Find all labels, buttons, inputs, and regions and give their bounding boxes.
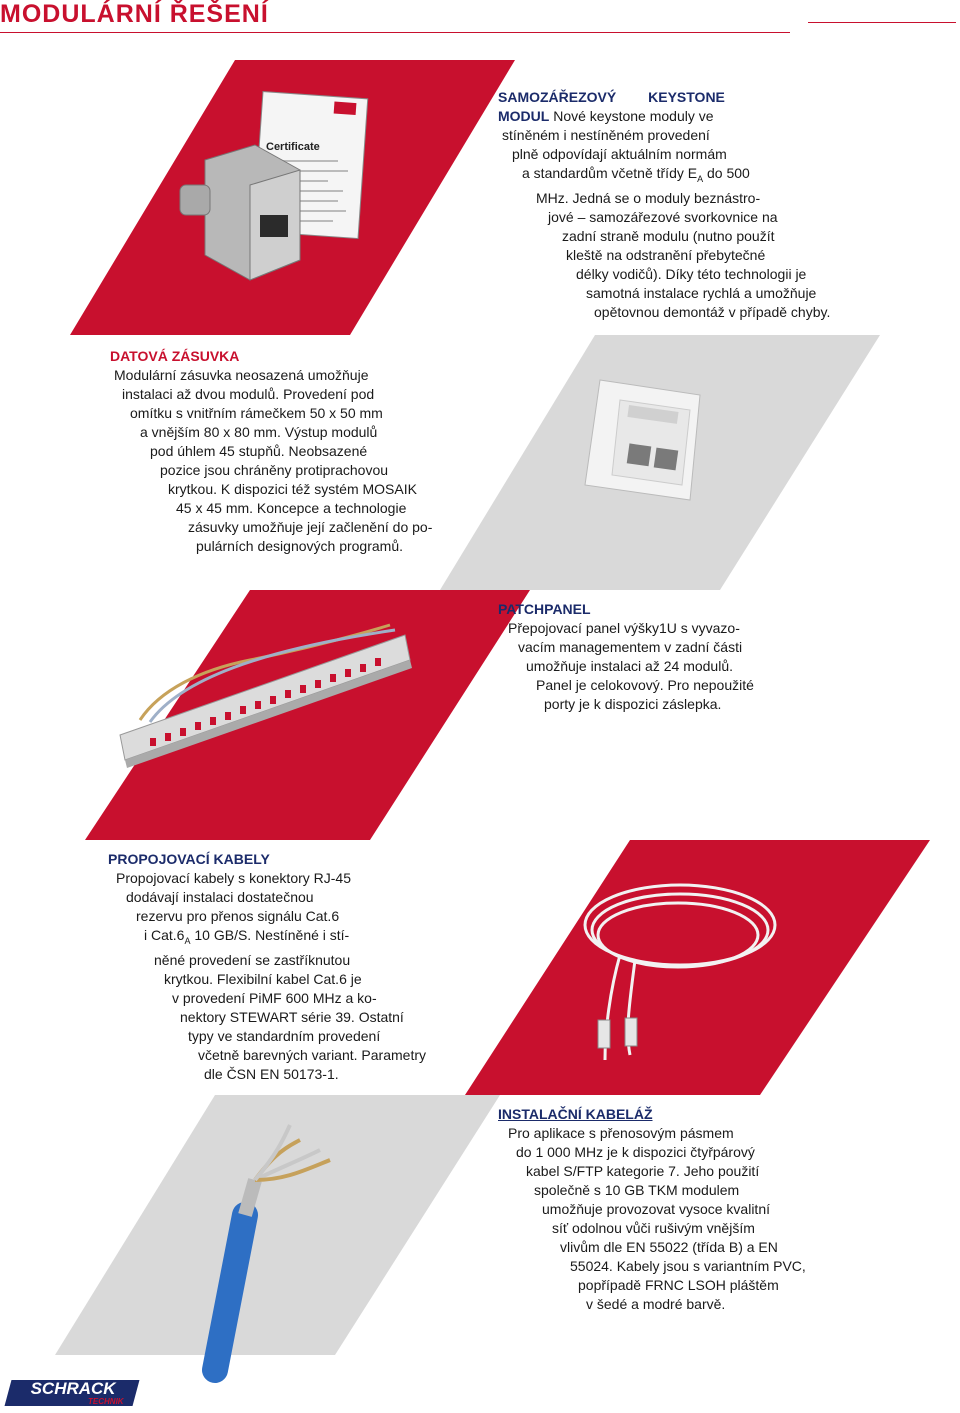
logo-sub-text: TECHNIK bbox=[88, 1397, 124, 1406]
kabelaz-line: společně s 10 GB TKM modulem bbox=[534, 1182, 740, 1198]
kabely-sub: A bbox=[184, 935, 191, 946]
red-diamond-middle bbox=[85, 590, 530, 840]
patchpanel-title: PATCHPANEL bbox=[498, 601, 591, 617]
kabely-line: rezervu pro přenos signálu Cat.6 bbox=[136, 908, 340, 924]
kabelaz-line: síť odolnou vůči rušivým vnějším bbox=[552, 1220, 755, 1236]
kabelaz-title: INSTALAČNÍ KABELÁŽ bbox=[498, 1106, 653, 1122]
keystone-title-c: MODUL bbox=[498, 108, 550, 124]
keystone-line: do 500 bbox=[707, 165, 750, 181]
gray-diamond-bottom bbox=[55, 1095, 500, 1355]
outlet-image bbox=[585, 380, 700, 500]
kabely-line: Propojovací kabely s konektory RJ-45 bbox=[116, 870, 351, 886]
kabely-line: něné provedení se zastříknutou bbox=[154, 951, 351, 968]
kabely-line: 10 GB/S. Nestíněné i stí- bbox=[194, 927, 350, 943]
kabely-line: krytkou. Flexibilní kabel Cat.6 je bbox=[164, 970, 362, 987]
kabely-line: i Cat.6 bbox=[144, 927, 185, 943]
connector-left bbox=[598, 1020, 610, 1048]
keystone-line: MHz. Jedná se o moduly beznástro- bbox=[536, 189, 761, 206]
keystone-line: jové – samozářezové svorkovnice na bbox=[548, 208, 778, 225]
patchpanel-line: umožňuje instalaci až 24 modulů. bbox=[526, 658, 734, 674]
patchpanel-line: Panel je celokovový. Pro nepoužité bbox=[536, 677, 754, 693]
kabely-line: nektory STEWART série 39. Ostatní bbox=[180, 1008, 404, 1025]
patchpanel-line: porty je k dispozici záslepka. bbox=[544, 696, 722, 712]
datova-line: a vnějším 80 x 80 mm. Výstup modulů bbox=[140, 424, 378, 440]
keystone-line: plně odpovídají aktuálním normám bbox=[512, 146, 727, 162]
kabelaz-line: vlivům dle EN 55022 (třída B) a EN bbox=[560, 1239, 778, 1255]
kabely-title: PROPOJOVACÍ KABELY bbox=[108, 851, 270, 867]
kabelaz-line: v šedé a modré barvě. bbox=[586, 1296, 726, 1312]
keystone-title-b: KEYSTONE bbox=[648, 89, 725, 105]
keystone-line: stíněném i nestíněném provedení bbox=[502, 127, 710, 143]
keystone-line: kleště na odstranění přebytečné bbox=[566, 246, 766, 263]
keystone-line: délky vodičů). Díky této technologii je bbox=[576, 265, 807, 282]
datova-line: pod úhlem 45 stupňů. Neobsazené bbox=[150, 443, 368, 459]
datova-line: Modulární zásuvka neosazená umožňuje bbox=[114, 367, 369, 383]
kabely-line: typy ve standardním provedení bbox=[188, 1027, 381, 1044]
certificate-label: Certificate bbox=[266, 141, 320, 153]
patchpanel-line: vacím managementem v zadní části bbox=[518, 639, 743, 655]
kabelaz-line: kabel S/FTP kategorie 7. Jeho použití bbox=[526, 1163, 760, 1179]
datova-section bbox=[110, 347, 433, 556]
keystone-line: Nové keystone moduly ve bbox=[553, 108, 714, 124]
keystone-line: zadní straně modulu (nutno použít bbox=[562, 227, 775, 244]
kabelaz-line: 55024. Kabely jsou s variantním PVC, bbox=[570, 1258, 806, 1274]
kabelaz-section bbox=[498, 1105, 828, 1314]
datova-line: instalaci až dvou modulů. Provedení pod bbox=[122, 386, 375, 402]
kabely-line: dle ČSN EN 50173-1. bbox=[204, 1065, 339, 1082]
page-title: MODULÁRNÍ ŘEŠENÍ bbox=[0, 0, 269, 28]
datova-line: pulárních designových programů. bbox=[196, 538, 404, 554]
logo-main-text: SCHRACK bbox=[30, 1379, 116, 1398]
keystone-title-a: SAMOZÁŘEZOVÝ bbox=[498, 89, 617, 105]
keystone-sub: A bbox=[697, 173, 704, 184]
datova-line: pozice jsou chráněny protiprachovou bbox=[160, 462, 389, 478]
patchpanel-line: Přepojovací panel výšky1U s vyvazo- bbox=[508, 620, 740, 636]
kabely-section bbox=[108, 850, 428, 1084]
datova-line: krytkou. K dispozici též systém MOSAIK bbox=[168, 481, 417, 497]
kabely-line: dodávají instalaci dostatečnou bbox=[126, 889, 314, 905]
kabely-line: v provedení PiMF 600 MHz a ko- bbox=[172, 989, 377, 1006]
datova-line: omítku s vnitřním rámečkem 50 x 50 mm bbox=[130, 405, 383, 421]
patchpanel-section bbox=[498, 600, 798, 714]
kabelaz-line: umožňuje provozovat vysoce kvalitní bbox=[542, 1201, 770, 1217]
datova-line: 45 x 45 mm. Koncepce a technologie bbox=[176, 500, 407, 516]
kabely-line: včetně barevných variant. Parametry bbox=[198, 1046, 426, 1063]
keystone-section bbox=[498, 88, 831, 322]
schrack-logo bbox=[5, 1380, 140, 1406]
kabelaz-line: popřípadě FRNC LSOH pláštěm bbox=[578, 1277, 779, 1293]
keystone-line: opětovnou demontáž v případě chyby. bbox=[594, 303, 831, 320]
kabelaz-line: do 1 000 MHz je k dispozici čtyřpárový bbox=[516, 1144, 755, 1160]
kabelaz-line: Pro aplikace s přenosovým pásmem bbox=[508, 1125, 734, 1141]
keystone-line: samotná instalace rychlá a umožňuje bbox=[586, 284, 817, 301]
keystone-line: a standardům včetně třídy E bbox=[522, 165, 698, 181]
datova-title: DATOVÁ ZÁSUVKA bbox=[110, 348, 240, 364]
datova-line: zásuvky umožňuje její začlenění do po- bbox=[188, 519, 433, 535]
connector-right bbox=[625, 1018, 637, 1046]
